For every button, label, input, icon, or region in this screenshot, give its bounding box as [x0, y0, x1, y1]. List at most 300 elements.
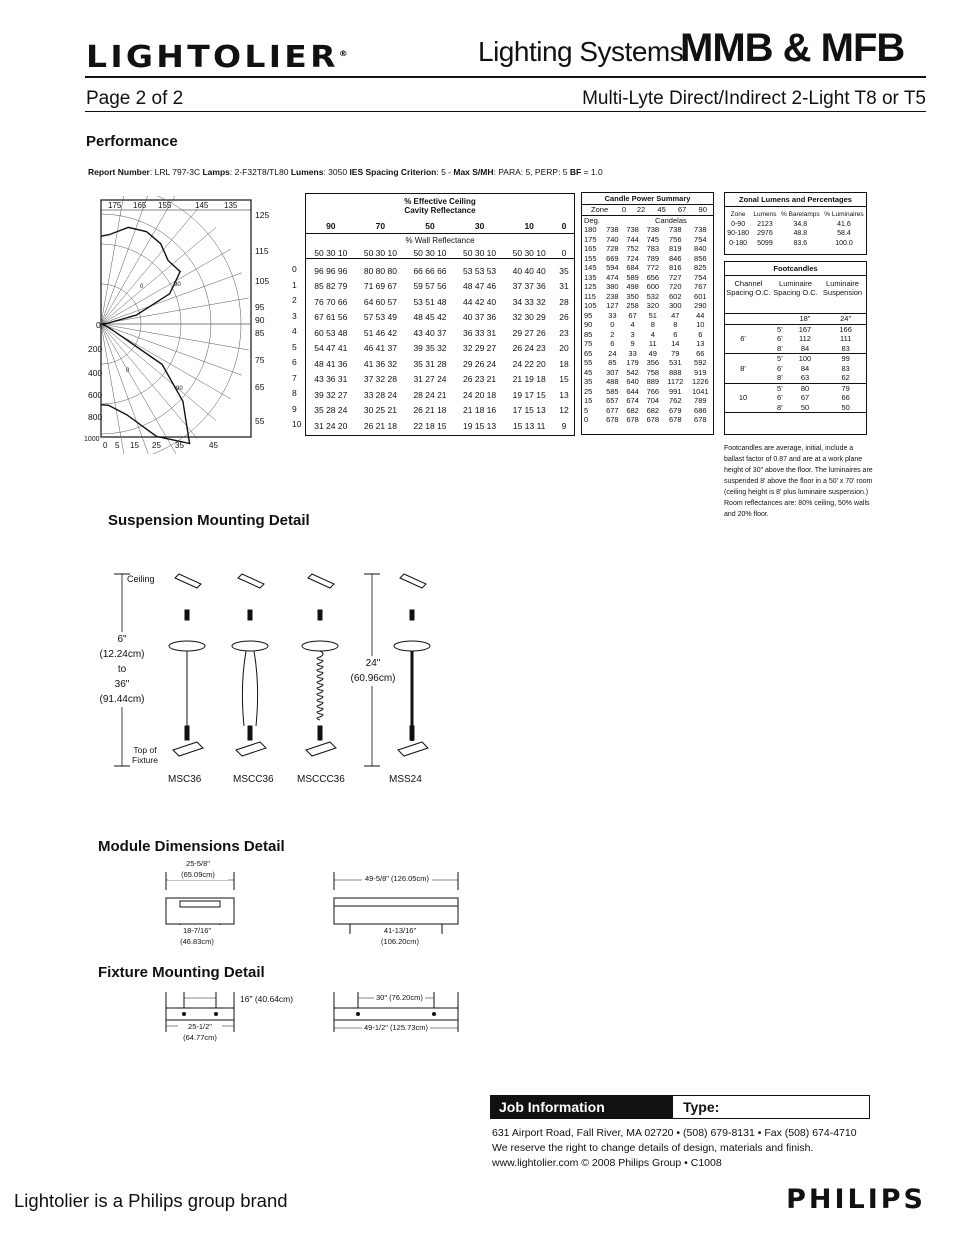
- fitting: [185, 726, 189, 740]
- cps-cell: 6: [673, 329, 678, 339]
- zonal-cell: 0-180: [729, 239, 748, 247]
- range-text: to: [117, 664, 127, 675]
- cps-row: [582, 339, 713, 349]
- cu-cell: 64 60 57: [363, 296, 397, 307]
- zonal-header-cell: Lumens: [753, 211, 777, 218]
- cps-row: [582, 415, 713, 425]
- cps-cell: 640: [626, 377, 639, 386]
- cu-cell: 30 25 21: [363, 405, 397, 416]
- cps-cell: 238: [606, 291, 619, 301]
- cu-cell: 51 46 42: [363, 327, 397, 338]
- polar-top-label: 135: [224, 201, 238, 210]
- job-information-bar: [490, 1095, 870, 1119]
- fc-spacing: 6': [777, 334, 783, 343]
- rcr-left: 6: [292, 357, 297, 367]
- cu-cell: 60 53 48: [314, 327, 348, 338]
- fc-value: 83: [841, 343, 850, 353]
- cps-cell: 738: [606, 225, 619, 234]
- cps-cell: 592: [694, 358, 707, 367]
- fc-suspension-row: [725, 314, 866, 324]
- cu-cell: 39 35 32: [413, 343, 447, 354]
- polar-left-label: 200: [88, 344, 103, 354]
- suspension-assembly: [302, 574, 338, 756]
- cu-cell: 22 18 15: [413, 420, 447, 431]
- cps-cell: 67: [628, 310, 637, 320]
- cps-cell: 11: [648, 339, 657, 348]
- zonal-cell: 5099: [757, 239, 773, 247]
- range-text: 36": [114, 679, 130, 690]
- zonal-cell: 83.6: [793, 239, 808, 247]
- fixture-mounting-heading: Fixture Mounting Detail: [98, 964, 265, 981]
- fc-spacing: 8': [777, 402, 783, 412]
- rcr-left-labels: [292, 264, 304, 435]
- connector: [248, 610, 252, 620]
- fc-value: 166: [839, 324, 852, 334]
- cps-cell: 14: [671, 339, 680, 348]
- cps-cell: 686: [694, 405, 707, 415]
- fixture-dim-30: 30" (76.20cm): [376, 993, 423, 1002]
- cps-cell: 5: [584, 405, 589, 415]
- polar-spoke: [101, 324, 152, 454]
- cps-cell: 2: [610, 329, 615, 339]
- zone-angle: 67: [677, 205, 687, 214]
- polar-spoke: [101, 196, 127, 324]
- subheader-rule: [85, 111, 926, 112]
- cps-cell: 919: [694, 367, 707, 377]
- fc-value: 84: [800, 363, 810, 373]
- report-label: BF: [569, 167, 582, 177]
- fc-channel: [725, 324, 761, 334]
- range-text: (12.24cm): [99, 649, 145, 660]
- polar-right-label: 55: [255, 416, 265, 426]
- rcr-left: 3: [292, 310, 297, 321]
- cps-cell: 79: [671, 348, 680, 358]
- cps-cell: 720: [669, 282, 682, 291]
- polar-ring: [101, 196, 241, 454]
- disclaimer-line: We reserve the right to change details of design, materials and finish.: [492, 1142, 814, 1154]
- cps-cell: 85: [584, 329, 593, 339]
- cu-cell: 57 53 49: [363, 312, 397, 323]
- wall-reflectance: 0: [561, 248, 567, 258]
- cps-cell: 290: [694, 301, 707, 310]
- cu-cell: 31 24 20: [314, 420, 348, 431]
- cu-row: [306, 279, 574, 295]
- cps-cell: 531: [669, 358, 682, 367]
- rcr-right: 9: [561, 420, 567, 431]
- cu-cell: 26 23 21: [463, 374, 497, 385]
- rcr-right: 15: [559, 374, 569, 385]
- polar-right-label: 105: [255, 276, 270, 286]
- ceiling-reflectance: 0: [561, 221, 567, 231]
- polar-right-label: 125: [255, 210, 270, 220]
- fitting: [318, 726, 322, 740]
- cu-cell: 35 31 28: [413, 358, 447, 369]
- fc-channel: [725, 344, 761, 354]
- cps-row: [582, 358, 713, 368]
- polar-spoke: [101, 273, 242, 324]
- cps-cell: 13: [696, 339, 705, 348]
- report-value: : LRL 797-3C: [149, 167, 203, 177]
- cps-row: [582, 254, 713, 264]
- cps-cell: 127: [606, 301, 619, 310]
- wall-reflectance: 50 30 10: [413, 248, 447, 258]
- ceiling-bracket: [238, 574, 264, 588]
- ceiling-reflectance: 50: [425, 221, 435, 231]
- fc-spacing: 8': [777, 373, 783, 382]
- philips-logo: PHILIPS: [786, 1184, 926, 1215]
- zonal-header-cell: Zone: [730, 211, 746, 218]
- cps-cell: 740: [606, 234, 619, 244]
- suspension-assembly: [232, 574, 268, 756]
- module-width-top: 25-5/8" (65.09cm): [168, 858, 228, 880]
- cu-cell: 71 69 67: [363, 281, 397, 292]
- canopy: [169, 641, 205, 651]
- cps-cell: 678: [669, 415, 682, 424]
- cps-cell: 542: [626, 367, 639, 377]
- cps-cell: 766: [646, 386, 660, 396]
- fc-suspension: 24": [840, 314, 852, 323]
- cps-cell: 991: [669, 386, 682, 396]
- channel-spacing-header: Channel Spacing O.C.: [726, 279, 771, 297]
- report-value: : 3050: [323, 167, 350, 177]
- polar-left-label: 800: [88, 412, 103, 422]
- rcr-left: 5: [292, 341, 297, 352]
- cps-cell: 679: [669, 405, 682, 415]
- wall-reflectance: 50 30 10: [463, 248, 497, 258]
- polar-bottom-label: 0: [103, 441, 108, 450]
- zonal-row: [725, 229, 866, 239]
- cu-row: [306, 356, 574, 372]
- cps-cell: 856: [694, 253, 707, 263]
- footcandles-title: Footcandles: [725, 262, 866, 276]
- polar-left-labels: [84, 310, 104, 450]
- cps-cell: 65: [584, 348, 593, 358]
- cps-cell: 44: [696, 310, 705, 320]
- zonal-cell: 2976: [757, 230, 773, 237]
- polar-bottom-label: 15: [130, 441, 139, 450]
- zonal-cell: 90-180: [727, 230, 749, 237]
- fc-value: 100: [798, 354, 812, 363]
- rcr-right: 20: [559, 343, 569, 354]
- model-label: MSC36: [168, 774, 202, 785]
- zone-angle: 90: [698, 205, 707, 214]
- cps-cell: 105: [584, 301, 597, 310]
- ceiling-reflectance: 90: [326, 221, 336, 231]
- polar-spoke: [101, 324, 216, 420]
- cu-cell: 85 82 79: [314, 281, 348, 292]
- cps-cell: 66: [696, 348, 705, 358]
- fc-channel: 6': [740, 334, 746, 343]
- cps-cell: 738: [669, 225, 682, 234]
- cps-cell: 165: [584, 244, 597, 253]
- cu-cell: 37 37 36: [512, 281, 546, 292]
- polar-bottom-label: 5: [115, 441, 120, 450]
- fc-channel: [725, 403, 761, 413]
- footcandles-note: Footcandles are average, initial, include a ballast factor of 0.87 and are at a work plane height of 30" above the floor. The luminaires are suspended 8' above the floor in a 50' x 70' room (ceiling height is 8' plus luminaire suspension.) Room reflectances are: 80% ceiling, 50% walls and 20% floor.: [724, 445, 873, 518]
- cps-cell: 532: [646, 291, 660, 301]
- brand-statement: Lightolier is a Philips group brand: [14, 1190, 288, 1211]
- fc-value: 66: [841, 393, 850, 402]
- type-label: Type:: [683, 1099, 720, 1115]
- fc-value: 99: [841, 354, 850, 363]
- cps-cell: 498: [626, 282, 639, 291]
- cps-cell: 678: [646, 415, 660, 424]
- cps-cell: 888: [669, 367, 682, 377]
- zonal-cell: 58.4: [837, 230, 851, 237]
- title-light: Lighting Systems: [478, 36, 684, 67]
- rcr-left: 9: [292, 403, 297, 414]
- cps-cell: 3: [630, 329, 635, 339]
- cps-cell: 601: [694, 291, 707, 301]
- cps-cell: 816: [669, 263, 682, 272]
- report-label: Report Number: [88, 167, 150, 177]
- cps-cell: 677: [606, 405, 619, 415]
- cps-cell: 678: [626, 415, 639, 424]
- fc-spacing: 5': [777, 354, 783, 363]
- cps-cell: 175: [584, 234, 597, 244]
- fc-row: [725, 373, 866, 383]
- zonal-cell: 34.8: [793, 220, 808, 228]
- cps-cell: 738: [626, 225, 639, 234]
- cu-cell: 48 47 46: [463, 281, 497, 292]
- cps-cell: 25: [584, 386, 593, 396]
- cps-cell: 752: [626, 244, 639, 253]
- cps-cell: 0: [610, 320, 615, 329]
- cps-cell: 0: [584, 415, 589, 424]
- zone-angle: 0: [621, 205, 627, 214]
- zonal-cell: 2123: [757, 220, 773, 228]
- cu-row: [306, 372, 574, 388]
- fitting: [248, 726, 252, 740]
- zone-angle: 45: [657, 205, 666, 214]
- cu-cell: 44 42 40: [463, 296, 497, 307]
- fc-row: [725, 324, 866, 334]
- fc-row: [725, 354, 866, 364]
- cps-cell: 45: [584, 367, 593, 377]
- fc-value: 80: [800, 383, 810, 393]
- polar-right-label: 85: [255, 328, 265, 338]
- performance-heading: Performance: [86, 133, 178, 150]
- cps-cell: 300: [669, 301, 682, 310]
- model-label: MSCCC36: [297, 774, 345, 785]
- ceiling-label: Ceiling: [127, 574, 155, 584]
- rcr-right: 18: [559, 358, 569, 369]
- fc-row: [725, 364, 866, 374]
- cps-row: [582, 377, 713, 387]
- cu-title-1: % Effective Ceiling: [404, 197, 476, 206]
- cu-cell: 26 21 18: [413, 405, 447, 416]
- cps-cell: 1172: [667, 377, 684, 386]
- cps-cell: 125: [584, 282, 597, 291]
- coiled-cable: [317, 651, 323, 720]
- cu-row: [306, 403, 574, 419]
- cu-cell: 17 15 13: [512, 405, 546, 416]
- cu-row: [306, 325, 574, 341]
- polar-top-label: 155: [158, 201, 172, 210]
- cu-cell: 26 24 23: [512, 343, 546, 354]
- cps-cell: 55: [584, 358, 593, 367]
- fc-spacing: 6': [777, 393, 783, 402]
- range-text: (91.44cm): [99, 694, 145, 705]
- rcr-right: 23: [559, 327, 569, 338]
- cps-cell: 155: [584, 253, 597, 263]
- cps-cell: 767: [694, 282, 707, 291]
- fixture-bracket: [398, 742, 428, 756]
- website-line[interactable]: www.lightolier.com © 2008 Philips Group • C1008: [492, 1157, 722, 1169]
- company-address: [492, 1126, 857, 1171]
- fc-value: 62: [841, 373, 850, 382]
- cps-row: [582, 396, 713, 406]
- lightolier-logo: LIGHTOLIER®: [86, 40, 351, 75]
- candle-power-summary: [581, 192, 714, 435]
- cps-cell: 704: [646, 396, 660, 405]
- cps-cell: 657: [606, 396, 619, 405]
- cps-cell: 789: [646, 253, 660, 263]
- cu-cell: 19 17 15: [512, 389, 546, 400]
- fc-value: 111: [839, 334, 852, 343]
- cps-cell: 380: [606, 282, 619, 291]
- fixture-dim-25: 25-1/2" (64.77cm): [178, 1021, 222, 1043]
- cu-row: [306, 263, 574, 279]
- cu-cell: 21 19 18: [512, 374, 546, 385]
- canopy: [232, 641, 268, 651]
- cps-cell: 33: [608, 310, 617, 320]
- polar-bottom-label: 35: [175, 441, 184, 450]
- cu-cell: 33 28 24: [363, 389, 397, 400]
- cu-cell: 37 32 28: [363, 374, 397, 385]
- report-value: : 2-F32T8/TL80: [229, 167, 291, 177]
- cps-cell: 678: [694, 415, 707, 424]
- cps-cell: 602: [669, 291, 682, 301]
- cu-row: [306, 310, 574, 326]
- address-line: 631 Airport Road, Fall River, MA 02720 • (508) 679-8131 • Fax (508) 674-4710: [492, 1127, 857, 1139]
- cps-cell: 669: [606, 253, 619, 263]
- cps-cell: 85: [608, 358, 617, 367]
- cps-cell: 1226: [691, 377, 709, 386]
- fc-row: [725, 383, 866, 393]
- report-label: Lumens: [290, 167, 324, 177]
- fc-channel: 8': [740, 363, 746, 373]
- candelas-label: Candelas: [655, 215, 687, 225]
- ceiling-bracket: [175, 574, 201, 588]
- cps-cell: 6: [698, 329, 703, 339]
- fc-spacing: 6': [777, 363, 783, 373]
- polar-inner-label: 0: [140, 284, 144, 290]
- polar-bottom-label: 45: [209, 441, 218, 450]
- cps-row: [582, 244, 713, 254]
- cps-cell: 474: [606, 272, 619, 282]
- cps-row: [582, 406, 713, 416]
- cps-cell: 744: [626, 234, 639, 244]
- cps-cell: 356: [646, 358, 660, 367]
- cps-cell: 682: [626, 405, 639, 415]
- cps-cell: 754: [694, 234, 707, 244]
- cps-cell: 350: [626, 291, 639, 301]
- cps-cell: 825: [694, 263, 707, 272]
- cps-row: [582, 273, 713, 283]
- cps-row: [582, 311, 713, 321]
- cps-cell: 135: [584, 272, 597, 282]
- rcr-left: 10: [292, 419, 302, 429]
- luminaire-spacing-header: Luminaire Spacing O.C.: [773, 279, 818, 297]
- cps-cell: 1041: [691, 386, 709, 396]
- cps-cell: 10: [696, 320, 705, 329]
- fc-row: [725, 403, 866, 413]
- cu-cell: 39 32 27: [314, 389, 348, 400]
- fc-value: 112: [799, 334, 811, 343]
- cu-cell: 35 28 24: [314, 405, 348, 416]
- cps-cell: 488: [606, 377, 619, 386]
- cu-cell: 48 45 42: [413, 312, 447, 323]
- cu-cell: 24 20 18: [463, 389, 497, 400]
- report-label: Max S/MH: [453, 167, 494, 177]
- zonal-cell: 0-90: [731, 220, 746, 228]
- rcr-left: 8: [292, 388, 297, 398]
- fixture-bracket: [173, 742, 203, 756]
- cps-cell: 789: [694, 396, 707, 405]
- cps-cell: 819: [669, 244, 682, 253]
- cu-cell: 80 80 80: [363, 265, 397, 276]
- cu-cell: 41 36 32: [363, 358, 397, 369]
- fc-value: 67: [800, 393, 810, 402]
- polar-top-label: 165: [133, 201, 147, 210]
- zonal-header: [725, 210, 866, 220]
- ceiling-bracket: [308, 574, 334, 588]
- cu-cell: 28 24 21: [413, 389, 447, 400]
- zonal-header-cell: % Barelamps: [780, 211, 820, 218]
- ceiling-bracket: [400, 574, 426, 588]
- cps-row: [582, 235, 713, 245]
- cps-row: [582, 301, 713, 311]
- fc-channel: [725, 373, 761, 383]
- cps-cell: 756: [669, 234, 682, 244]
- fc-value: 50: [841, 402, 850, 412]
- cu-cell: 29 27 26: [512, 327, 546, 338]
- cu-cell: 19 15 13: [463, 420, 497, 431]
- cu-cell: 66 66 66: [413, 265, 447, 276]
- cps-cell: 656: [646, 272, 660, 282]
- cps-cell: 179: [626, 358, 639, 367]
- cps-cell: 674: [626, 396, 639, 405]
- fc-value: 50: [800, 402, 810, 412]
- cps-cell: 8: [650, 320, 655, 329]
- polar-right-label: 75: [255, 355, 265, 365]
- cps-cell: 51: [648, 310, 657, 320]
- cps-row: [582, 292, 713, 302]
- fc-value: 79: [841, 383, 850, 393]
- polar-spoke: [101, 324, 242, 375]
- polar-inner-label: 90: [176, 386, 183, 392]
- cu-cell: 31 27 24: [413, 374, 447, 385]
- rcr-left: 7: [292, 372, 297, 383]
- fixed-text: 24": [365, 658, 381, 669]
- connector: [185, 610, 189, 620]
- zonal-row: [725, 239, 866, 249]
- polar-left-label: 0: [96, 320, 101, 330]
- report-value: : PARA: 5, PERP: 5: [493, 167, 570, 177]
- ceiling-reflectance: 70: [375, 221, 386, 231]
- rcr-left: 4: [292, 326, 297, 336]
- rcr-right: 35: [559, 265, 569, 276]
- report-line: [88, 167, 603, 177]
- polar-top-label: 175: [108, 201, 122, 210]
- cu-cell: 46 41 37: [363, 343, 397, 354]
- polar-spoke: [101, 324, 197, 439]
- connector: [318, 610, 322, 620]
- polar-candela-plot: [84, 196, 284, 454]
- cu-cell: 36 33 31: [463, 327, 497, 338]
- rcr-right: 26: [559, 312, 569, 323]
